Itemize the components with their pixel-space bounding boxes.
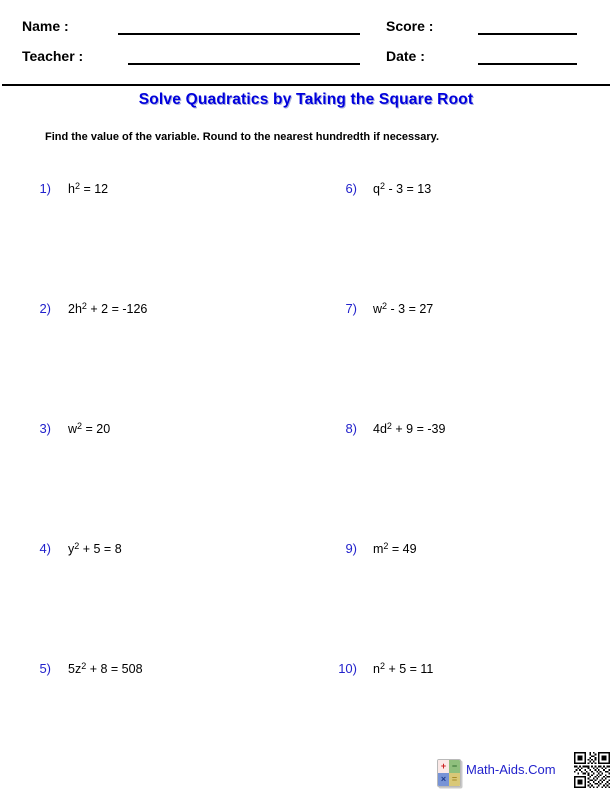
problem-equation: $2h^2 + 2 = -126$ (68, 301, 148, 316)
problem-number: 7) (345, 301, 357, 316)
problem-number: 5) (39, 661, 51, 676)
plus-icon: + (438, 760, 449, 773)
problem-number: 10) (338, 661, 357, 676)
problem-equation: $q^2 - 3 = 13$ (373, 181, 432, 196)
problem-number: 1) (39, 181, 51, 196)
name-blank-line (118, 33, 360, 35)
problem-number: 2) (39, 301, 51, 316)
problem-8 (313, 418, 445, 437)
problem-equation: $n^2 + 5 = 11$ (373, 661, 434, 676)
math-aids-link[interactable]: Math-Aids.Com (466, 762, 556, 777)
score-blank-line (478, 33, 577, 35)
score-label: Score : (386, 18, 434, 34)
worksheet-title: Solve Quadratics by Taking the Square Root (138, 91, 474, 108)
teacher-label: Teacher : (22, 48, 84, 64)
date-blank-line (478, 63, 577, 65)
problem-3 (21, 418, 110, 437)
problem-equation: $w^2 = 20$ (68, 421, 111, 436)
name-label: Name : (22, 18, 69, 34)
problem-9 (313, 538, 417, 557)
problem-equation: $m^2 = 49$ (373, 541, 417, 556)
worksheet-instruction: Find the value of the variable. Round to the nearest hundredth if necessary. (45, 131, 440, 143)
problem-number: 3) (39, 421, 51, 436)
minus-icon: − (449, 760, 460, 773)
problem-equation: $w^2 - 3 = 27$ (373, 301, 434, 316)
problem-4 (21, 538, 122, 557)
date-label: Date : (386, 48, 425, 64)
problem-2 (21, 298, 147, 317)
problem-6 (313, 178, 431, 197)
problem-10 (313, 658, 433, 677)
problem-1 (21, 178, 108, 197)
problem-equation: $y^2 + 5 = 8$ (68, 541, 122, 556)
problem-equation: $4d^2 + 9 = -39$ (373, 421, 446, 436)
problem-number: 9) (345, 541, 357, 556)
qr-code-icon (574, 752, 610, 788)
problem-number: 6) (345, 181, 357, 196)
problem-7 (313, 298, 433, 317)
header-divider (2, 84, 610, 86)
problem-number: 4) (39, 541, 51, 556)
equals-icon: = (449, 773, 460, 786)
problem-5 (21, 658, 143, 677)
problem-equation: $h^2 = 12$ (68, 181, 109, 196)
math-symbols-icon (437, 759, 461, 787)
problem-equation: $5z^2 + 8 = 508$ (68, 661, 143, 676)
times-icon: × (438, 773, 449, 786)
problem-number: 8) (345, 421, 357, 436)
teacher-blank-line (128, 63, 360, 65)
